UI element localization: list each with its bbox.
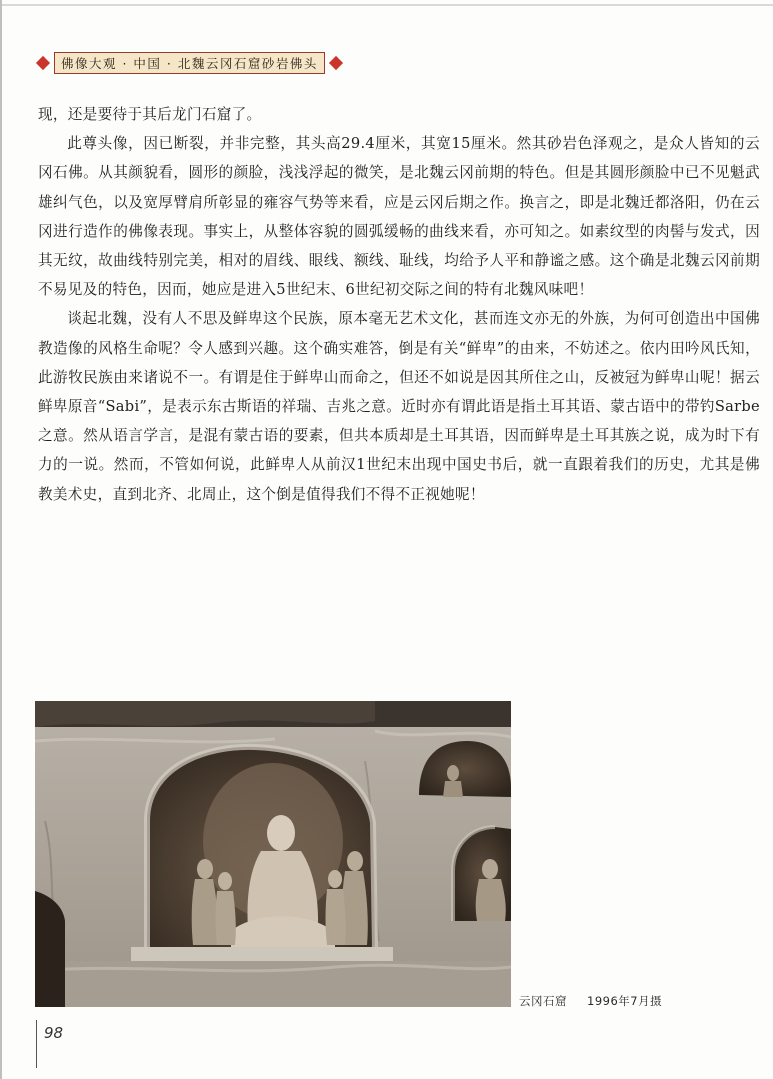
paragraph-continuation: 现，还是要待于其后龙门石窟了。 — [38, 106, 262, 123]
running-header — [38, 52, 341, 74]
photo-caption — [519, 993, 662, 1009]
page-edge — [0, 0, 2, 1079]
page-number-rule — [36, 1020, 37, 1068]
yungang-grotto-photo — [35, 701, 511, 1007]
running-title: 佛像大观 · 中国 · 北魏云冈石窟砂岩佛头 — [54, 52, 325, 74]
diamond-left-icon — [36, 56, 50, 70]
caption-place: 云冈石窟 — [519, 994, 567, 1008]
page-number: 98 — [44, 1024, 64, 1042]
paragraph: 此尊头像，因已断裂，并非完整，其头高29.4厘米，其宽15厘米。然其砂岩色泽观之，是众人皆知的云冈石佛。从其颜貌看，圆形的颜脸，浅浅浮起的微笑，是北魏云冈前期的特色。但是其圆形颜脸中已不见魁武雄纠气色，以及宽厚臂肩所彰显的雍容气势等来看，应是云冈后期之作。换言之，即是北魏迁都洛阳，仍在云冈进行造作的佛像表现。事实上，从整体容貌的圆弧缓畅的曲线来看，亦可知之。如素纹型的肉髻与发式，因其无纹，故曲线特别完美，相对的眉线、眼线、额线、耻线，均给予人平和静谧之感。这个确是北魏云冈前期不易见及的特色，因而，她应是进入5世纪末、6世纪初交际之间的特有北魏风味吧！ — [38, 135, 760, 299]
caption-date: 1996年7月摄 — [587, 994, 663, 1008]
body-text — [38, 100, 760, 509]
paragraph: 谈起北魏，没有人不思及鲜卑这个民族，原本毫无艺术文化，甚而连文亦无的外族，为何可创造出中国佛教造像的风格生命呢？令人感到兴趣。这个确实难答，倒是有关“鲜卑”的由来，不妨述之。依内田吟风氏知，此游牧民族由来诸说不一。有谓是住于鲜卑山而命之，但还不如说是因其所住之山，反被冠为鲜卑山呢！据云鲜卑原音“Sabi”，是表示东古斯语的祥瑞、吉兆之意。近时亦有谓此语是指土耳其语、蒙古语中的带钓Sarbe之意。然从语言学言，是混有蒙古语的要素，但共本质却是土耳其语，因而鲜卑是土耳其族之说，成为时下有力的一说。然而，不管如何说，此鲜卑人从前汉1世纪末出现中国史书后，就一直跟着我们的历史，尤其是佛教美术史，直到北齐、北周止，这个倒是值得我们不得不正视她呢！ — [38, 310, 760, 503]
diamond-right-icon — [329, 56, 343, 70]
top-rule — [0, 4, 773, 6]
